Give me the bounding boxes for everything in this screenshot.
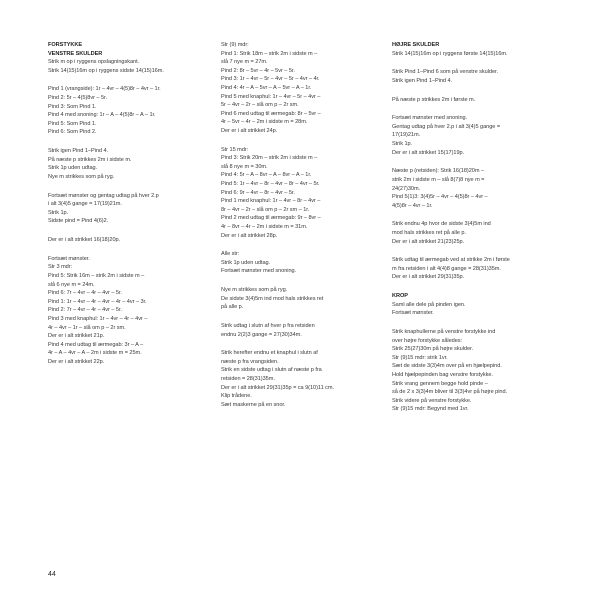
pattern-line: Strik 14(15)16m op i ryggens første 14(15)16m. — [392, 50, 508, 57]
pattern-line: Pind 3 med knaphul: 1r – 4vr – 4r – 4vr – — [48, 315, 148, 322]
pattern-line: næste p fra vrangsiden. — [221, 358, 279, 365]
line-spacer — [48, 245, 210, 255]
pattern-line: Str 3 mdr: — [48, 264, 73, 271]
section-heading: KROP — [392, 293, 408, 300]
pattern-line: Nye m strikkes som på ryg. — [221, 287, 288, 294]
pattern-line: Strik 14(15)16m op i ryggens sidste 14(15)16m. — [48, 67, 164, 74]
pattern-line: Pind 4 med snoning: 1r – A – 4(5)8r – A – 1r. — [48, 112, 156, 119]
pattern-line: Strik endnu 4p hvor de sidste 3(4)5m ind — [392, 221, 491, 228]
line-spacer — [392, 282, 554, 292]
pattern-line: på alle p. — [221, 304, 244, 311]
line-spacer — [48, 75, 210, 85]
pattern-line: Strik igen Pind 1–Pind 4. — [392, 77, 453, 84]
pattern-line: Pind 2: 7r – 4vr – 4r – 4vr – 5r. — [48, 307, 122, 314]
pattern-line: Alle str: — [221, 251, 240, 258]
pattern-line: Saml alle dele på pinden igen. — [392, 301, 466, 308]
section-heading: VENSTRE SKULDER — [48, 50, 103, 57]
pattern-line: Strik 1p. — [392, 141, 413, 148]
pattern-line: Der er i alt strikket 21(23)25p. — [392, 238, 465, 245]
pattern-line: mod hals strikkes ret på alle p. — [392, 229, 466, 236]
pattern-line: 4r – 4vr – 1r – slå om p – 2r sm. — [48, 324, 126, 331]
pattern-line: Pind 5: Som Pind 1. — [48, 120, 97, 127]
pattern-line: Pind 1 (vrangside): 1r – 4vr – 4(5)8r – 4vr – 1r. — [48, 86, 161, 93]
pattern-line: 24(27)30m. — [392, 185, 421, 192]
pattern-line: slå 6 nye m = 24m. — [48, 281, 95, 288]
pattern-line: 4(5)8r – 4vr – 1r. — [392, 202, 433, 209]
pattern-line: 5r – 4vr – 2r – slå om p – 2r sm. — [221, 102, 299, 109]
pattern-line: Strik 25(27)30m på højre skulder. — [392, 346, 474, 353]
line-spacer — [221, 136, 381, 146]
pattern-line: Der er i alt strikket 21p. — [48, 333, 105, 340]
line-spacer — [48, 182, 210, 192]
pattern-line: På næste p strikkes 2m i sidste m. — [48, 156, 132, 163]
pattern-line: Pind 6: Som Pind 2. — [48, 129, 97, 136]
pattern-line: Strik vrang gennem begge hold pinde – — [392, 380, 488, 387]
pattern-line: 17(19)21m. — [392, 132, 421, 139]
pattern-line: retsiden = 28(31)35m. — [221, 376, 275, 383]
pattern-line: Der er i alt strikket 22p. — [48, 358, 105, 365]
pattern-line: Næste p (retsiden): Strik 16(18)20m – — [392, 168, 485, 175]
pattern-line: Pind 1: Strik 18m – strik 2m i sidste m – — [221, 50, 318, 57]
line-spacer — [221, 240, 381, 250]
pattern-line: Str (9)15 mdr: strik 1vr. — [392, 354, 448, 361]
pattern-line: Strik m op i ryggens opslagningskant. — [48, 59, 140, 66]
section-heading: HØJRE SKULDER — [392, 42, 440, 48]
pattern-line: Fortsæt mønster med snoning. — [221, 268, 297, 275]
pattern-line: m fra retsiden i alt 4(4)8 gange = 28(31)35m. — [392, 265, 501, 272]
pattern-line: slå 7 nye m = 27m. — [221, 59, 268, 66]
pattern-line: Pind 6: 7r – 4vr – 4r – 4vr – 5r. — [48, 290, 122, 297]
pattern-line: Pind 3: Strik 20m – strik 2m i sidste m – — [221, 155, 318, 162]
line-spacer — [392, 104, 554, 114]
pattern-line: De sidste 3(4)5m ind mod hals strikkes ret — [221, 295, 324, 302]
pattern-line: Der er i alt strikket 29(31)35p = ca 9(10)11 cm. — [221, 384, 334, 391]
pattern-line: Strik 1p. — [48, 209, 69, 216]
pattern-line: Fortsæt mønster og gentag udtag på hver 2.p — [48, 192, 159, 199]
pattern-line: endnu 2(2)3 gange = 27(30)34m. — [221, 331, 302, 338]
line-spacer — [392, 246, 554, 256]
pattern-line: Der er i alt strikket 16(18)20p. — [48, 237, 121, 244]
line-spacer — [392, 210, 554, 220]
pattern-line: Fortsæt mønster med snoning. — [392, 115, 468, 122]
pattern-line: Pind 5 med knaphul: 1r – 4vr – 5r – 4vr – — [221, 93, 321, 100]
pattern-line: Pind 2: 8r – 5vr – 4r – 5vr – 5r. — [221, 67, 295, 74]
pattern-line: Pind 6: 9r – 4vr – 8r – 4vr – 5r. — [221, 189, 295, 196]
pattern-line: 4r – 5vr – 4r – 2m i sidste m = 28m. — [221, 119, 308, 126]
line-spacer — [221, 339, 381, 349]
pattern-line: slå 8 nye m = 30m. — [221, 163, 268, 170]
pattern-line: Pind 2: 5r – 4(5)8vr – 5r. — [48, 95, 108, 102]
pattern-line: Pind 4 med udtag til ærmegab: 3r – A – — [48, 341, 144, 348]
pattern-line: Fortsæt mønster. — [392, 310, 434, 317]
pattern-line: Strik videre på venstre forstykke. — [392, 397, 472, 404]
pattern-line: Str (9) mdr: — [221, 42, 249, 48]
pattern-line: strik 2m i sidste m – slå 8(7)8 nye m = — [392, 176, 485, 183]
line-spacer — [392, 318, 554, 328]
pattern-line: 4r – 8vr – 4r – 2m i sidste m = 31m. — [221, 223, 308, 230]
pattern-line: Fortsæt mønster. — [48, 255, 90, 262]
pattern-line: Nye m strikkes som på ryg. — [48, 173, 115, 180]
pattern-line: Gentag udtag på hver 2.p i alt 3(4)5 gange = — [392, 123, 501, 130]
pattern-line: Strik knaphullerne på venstre forstykke ind — [392, 329, 496, 335]
pattern-line: Der er i alt strikket 15(17)19p. — [392, 149, 465, 156]
pattern-line: i alt 3(4)5 gange = 17(19)21m. — [48, 201, 122, 208]
pattern-line: Str (9)15 mdr: Begynd med 1vr. — [392, 406, 469, 413]
pattern-line: Der er i alt strikket 29(31)35p. — [392, 274, 465, 281]
line-spacer — [392, 157, 554, 167]
pattern-line: Der er i alt strikket 24p. — [221, 127, 278, 134]
pattern-line: Pind 6 med udtag til ærmegab: 8r – 5vr – — [221, 110, 321, 117]
pattern-line: Strik en sidste udtag i slutn af næste p fra — [221, 367, 322, 374]
pattern-line: 8r – 4vr – 2r – slå om p – 2r sm – 1r. — [221, 206, 310, 213]
pattern-line: Pind 5: 1r – 4vr – 8r – 4vr – 8r – 4vr – 5r. — [221, 181, 320, 187]
line-spacer — [221, 312, 381, 322]
pattern-line: Der er i alt strikket 28p. — [221, 232, 278, 239]
pattern-line: Pind 4: 4r – A – 5vr – A – 5vr – A – 1r. — [221, 84, 312, 91]
line-spacer — [48, 226, 210, 236]
pattern-line: Hold hjælpepinden bag venstre forstykke. — [392, 371, 493, 378]
text-column-left — [48, 41, 210, 366]
pattern-line: så de 2 x 3(3)4m bliver til 3(3)4vr på højre pind. — [392, 389, 508, 396]
text-column-right — [392, 41, 554, 414]
pattern-line: Strik Pind 1–Pind 6 som på venstre skulder. — [392, 69, 499, 76]
pattern-line: På næste p strikkes 2m i første m. — [392, 96, 476, 103]
pattern-line: Pind 2 med udtag til ærmegab: 9r – 8vr – — [221, 215, 321, 222]
line-spacer — [221, 276, 381, 286]
pattern-line: 4r – A – 4vr – A – 2m i sidste m = 25m. — [48, 350, 142, 357]
pattern-line: Pind 3: 1r – 4vr – 5r – 4vr – 5r – 4vr – 4r. — [221, 76, 320, 83]
pattern-line: Strik 1p uden udtag. — [221, 259, 271, 266]
section-heading: FORSTYKKE — [48, 42, 83, 48]
pattern-line: Strik 1p uden udtag. — [48, 165, 98, 172]
pattern-line: Pind 1 med knaphul: 1r – 4vr – 8r – 4vr – — [221, 198, 321, 205]
line-spacer — [48, 137, 210, 147]
pattern-line: over højre forstykke således: — [392, 337, 463, 344]
pattern-line: Strik herefter endnu et knaphul i slutn af — [221, 350, 318, 357]
line-spacer — [392, 85, 554, 95]
pattern-line: Strik igen Pind 1–Pind 4. — [48, 148, 109, 155]
pattern-line: Pind 5(1)3: 3(4)5r – 4vr – 4(5)8r – 4vr – — [392, 194, 488, 201]
pattern-line: Pind 3: Som Pind 1. — [48, 103, 97, 110]
pattern-line: Strik udtag til ærmegab ved at strikke 2m i første — [392, 257, 510, 264]
line-spacer — [392, 58, 554, 68]
text-column-middle — [221, 41, 381, 409]
pattern-line: Pind 1: 1r – 4vr – 4r – 4vr – 4r – 4vr – 3r. — [48, 298, 147, 305]
pattern-line: Pind 4: 5r – A – 8vr – A – 8vr – A – 1r. — [221, 172, 312, 179]
pattern-line: Str 15 mdr: — [221, 146, 249, 153]
pattern-line: Sæt de sidste 3(3)4m over på en hjælpepind. — [392, 363, 502, 370]
pattern-line: Sidste pind = Pind 4(6)2. — [48, 218, 109, 225]
pattern-line: Strik udtag i slutn af hver p fra retsiden — [221, 323, 315, 329]
pattern-line: Sæt maskerne på en snor. — [221, 401, 286, 408]
pattern-line: Pind 5: Strik 16m – strik 2m i sidste m – — [48, 272, 145, 279]
pattern-line: Klip trådene. — [221, 393, 252, 400]
page-number: 44 — [48, 571, 56, 578]
